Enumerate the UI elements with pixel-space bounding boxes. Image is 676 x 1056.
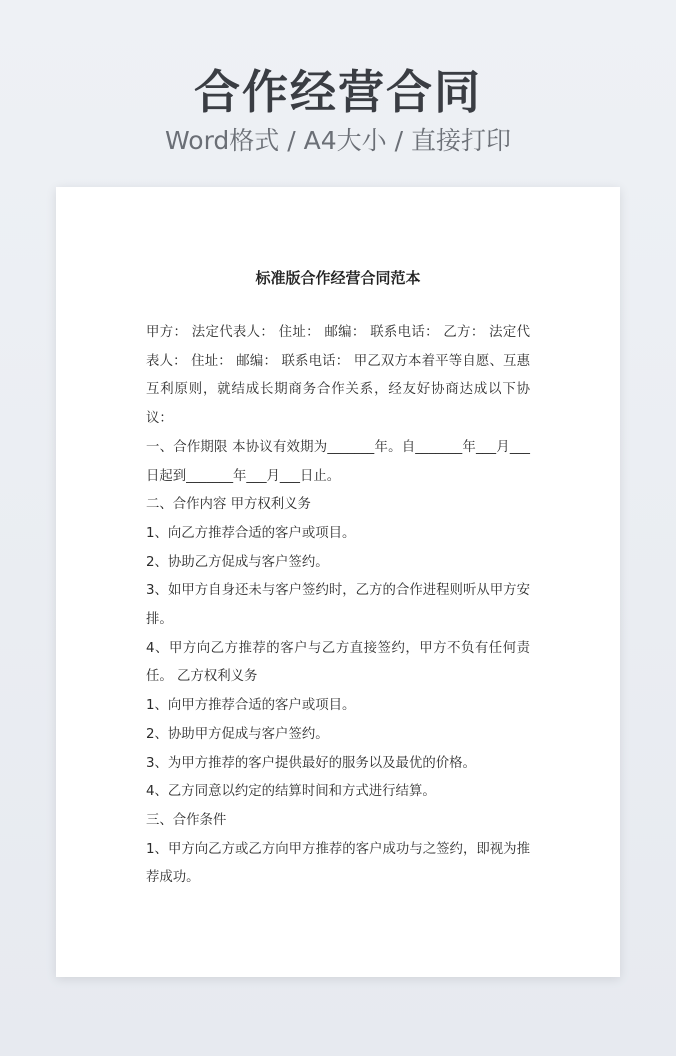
paragraph-item: 3、为甲方推荐的客户提供最好的服务以及最优的价格。 bbox=[146, 755, 476, 771]
document-page bbox=[56, 187, 620, 977]
paragraph-parties: 甲方： 法定代表人： 住址： 邮编： 联系电话： 乙方： 法定代表人： 住址： 邮编： 联系电话： 甲乙双方本着平等自愿、互惠互利原则，就结成长期商务合作关系，经友好协商达成以下协议： bbox=[146, 325, 530, 427]
banner bbox=[0, 62, 676, 158]
paragraph-section-2: 二、合作内容 甲方权利义务 bbox=[146, 497, 311, 513]
document-title: 标准版合作经营合同范本 bbox=[255, 269, 421, 287]
paragraph-item: 3、如甲方自身还未与客户签约时，乙方的合作进程则听从甲方安排。 bbox=[146, 583, 530, 628]
paragraph-item: 2、协助甲方促成与客户签约。 bbox=[146, 726, 329, 742]
paragraph-item: 1、甲方向乙方或乙方向甲方推荐的客户成功与之签约，即视为推荐成功。 bbox=[146, 841, 530, 886]
banner-title: 合作经营合同 bbox=[194, 65, 482, 119]
paragraph-item: 4、甲方向乙方推荐的客户与乙方直接签约，甲方不负有任何责任。 乙方权利义务 bbox=[146, 640, 530, 685]
paragraph-item: 4、乙方同意以约定的结算时间和方式进行结算。 bbox=[146, 784, 436, 800]
paragraph-item: 1、向乙方推荐合适的客户或项目。 bbox=[146, 525, 356, 541]
paragraph-item: 2、协助乙方促成与客户签约。 bbox=[146, 554, 329, 570]
paragraph-section-3: 三、合作条件 bbox=[146, 812, 227, 828]
document-body bbox=[146, 319, 530, 893]
paragraph-item: 1、向甲方推荐合适的客户或项目。 bbox=[146, 698, 356, 714]
paragraph-term: 一、合作期限 本协议有效期为_______年。自_______年___月___日起到_______年___月___日止。 bbox=[146, 439, 530, 484]
banner-subtitle: Word格式 / A4大小 / 直接打印 bbox=[165, 126, 511, 155]
